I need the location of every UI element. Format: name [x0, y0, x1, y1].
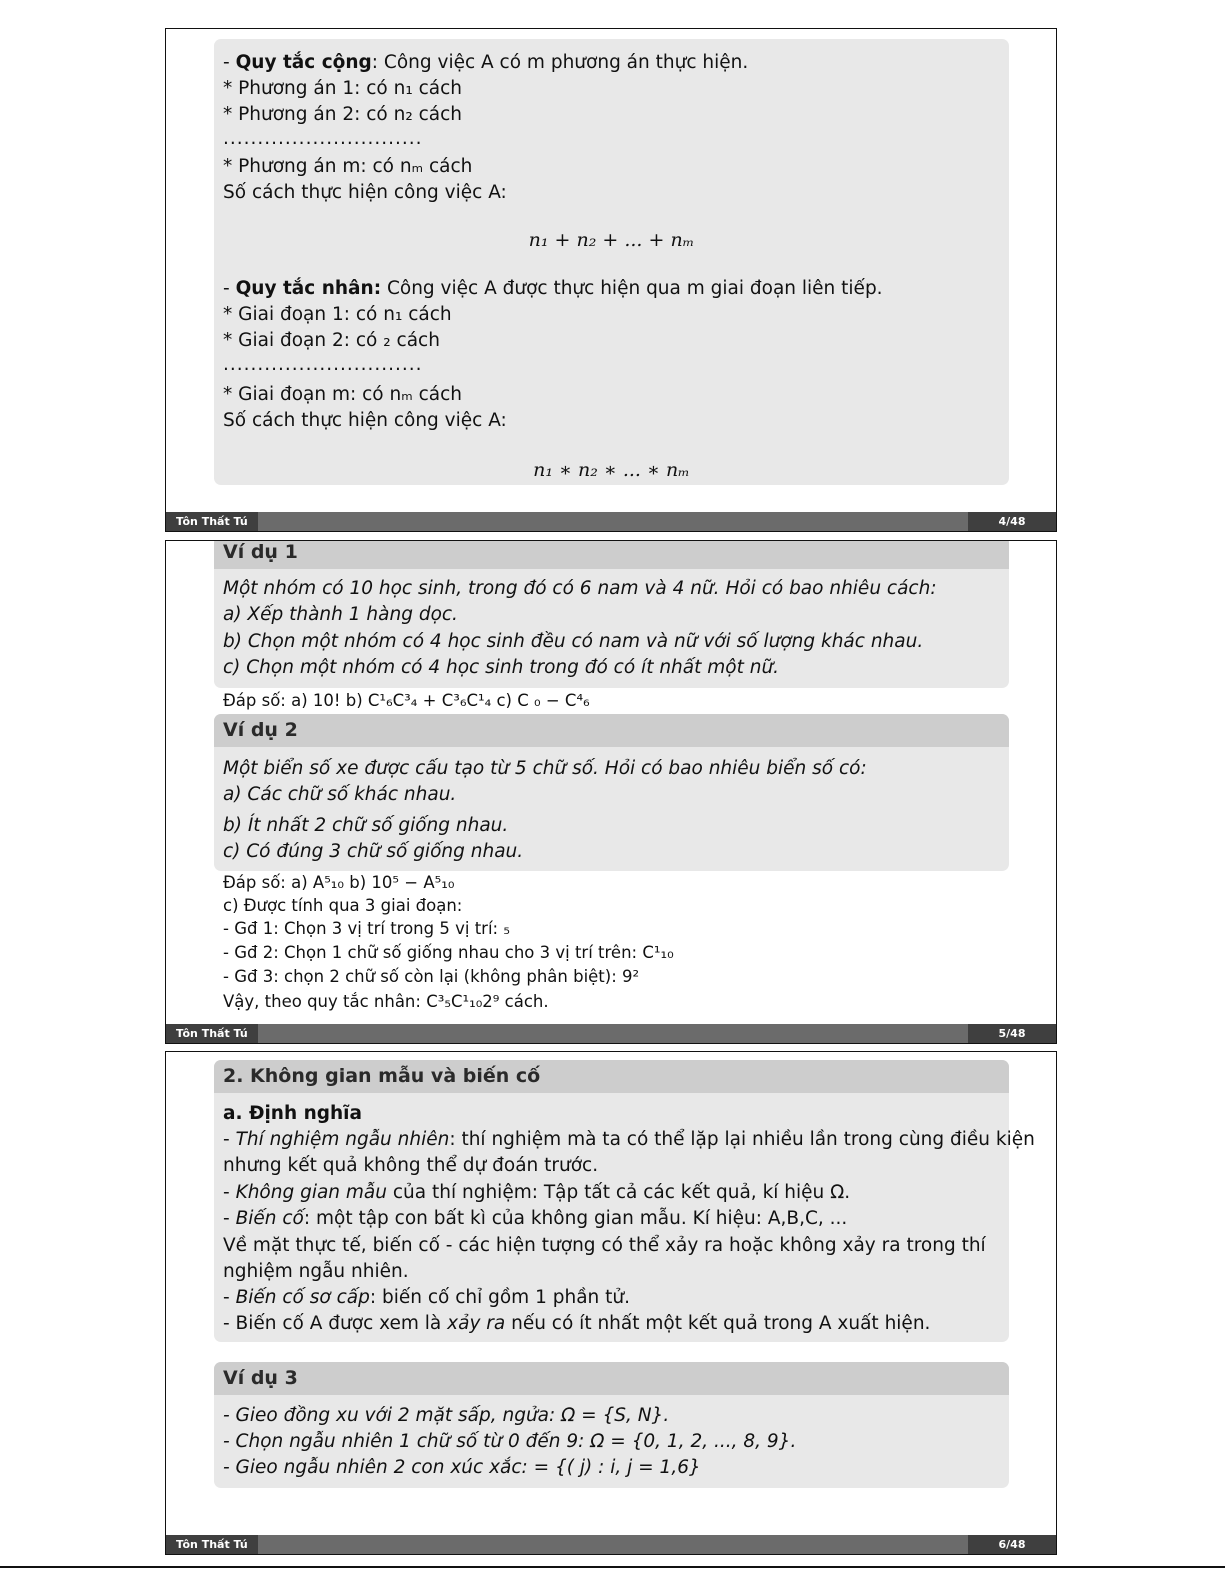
def-event-occurs [223, 1312, 930, 1336]
def-text-2: của thí nghiệm: Tập tất cả các kết quả, kí hiệu Ω. [387, 1182, 851, 1203]
rule-sum-title: - Quy tắc cộng: Công việc A có m phương án thực hiện. [223, 52, 749, 73]
def-text-5: : biến cố chỉ gồm 1 phần tử. [369, 1287, 630, 1308]
def-text-1: : thí nghiệm mà ta có thể lặp lại nhiều lần trong cùng điều kiện [449, 1129, 1035, 1150]
sum-count-label: Số cách thực hiện công việc A: [223, 182, 507, 203]
page-bottom-rule [0, 1566, 1225, 1568]
footer-author: Tôn Thất Tú [166, 1024, 258, 1043]
def-term-1: Thí nghiệm ngẫu nhiên [235, 1129, 450, 1150]
example-1-line-1: Một nhóm có 10 học sinh, trong đó có 6 nam và 4 nữ. Hỏi có bao nhiêu cách: [223, 578, 937, 599]
slide-4 [165, 28, 1057, 532]
example-2-line-2: a) Các chữ số khác nhau. [223, 784, 457, 805]
example-3-title: Ví dụ 3 [214, 1362, 1009, 1395]
def-text-3: : một tập con bất kì của không gian mẫu. Kí hiệu: A,B,C, ... [303, 1208, 848, 1229]
def-event-practical-cont: nghiệm ngẫu nhiên. [223, 1261, 409, 1282]
example-2-line-3: b) Ít nhất 2 chữ số giống nhau. [223, 815, 509, 836]
sum-option-1: * Phương án 1: có n₁ cách [223, 78, 463, 99]
example-1-line-4: c) Chọn một nhóm có 4 học sinh trong đó có ít nhất một nữ. [223, 657, 780, 678]
slide-footer [166, 1535, 1056, 1554]
example-1-answer: Đáp số: a) 10! b) C¹₆C³₄ + C³₆C¹₄ c) C ₀ − C⁴₆ [223, 691, 590, 710]
example-2-answer-1: Đáp số: a) A⁵₁₀ b) 10⁵ − A⁵₁₀ [223, 873, 455, 892]
example-2-answer-6: Vậy, theo quy tắc nhân: C³₅C¹₁₀2⁹ cách. [223, 992, 549, 1011]
product-dots: ............................. [223, 354, 423, 375]
example-3-line-2: - Chọn ngẫu nhiên 1 chữ số từ 0 đến 9: Ω = {0, 1, 2, ..., 8, 9}. [223, 1431, 797, 1452]
rule-product-text: Công việc A được thực hiện qua m giai đoạn liên tiếp. [381, 278, 883, 299]
rule-sum-label: Quy tắc cộng [235, 52, 372, 73]
sum-formula: n₁ + n₂ + ... + nₘ [528, 229, 695, 251]
section-title: 2. Không gian mẫu và biến cố [214, 1060, 1009, 1093]
sum-option-2: * Phương án 2: có n₂ cách [223, 104, 463, 125]
def-random-experiment: - Thí nghiệm ngẫu nhiên: thí nghiệm mà ta có thể lặp lại nhiều lần trong cùng điều kiện [223, 1129, 1035, 1150]
footer-page-number: 6/48 [968, 1535, 1056, 1554]
example-1-line-3: b) Chọn một nhóm có 4 học sinh đều có nam và nữ với số lượng khác nhau. [223, 631, 924, 652]
example-2-answer-2: c) Được tính qua 3 giai đoạn: [223, 896, 463, 915]
rule-product-label: Quy tắc nhân: [235, 278, 382, 299]
footer-page-number: 4/48 [968, 512, 1056, 531]
product-stage-m: * Giai đoạn m: có nₘ cách [223, 384, 463, 405]
sum-option-m: * Phương án m: có nₘ cách [223, 156, 473, 177]
footer-author: Tôn Thất Tú [166, 512, 258, 531]
example-1-line-2: a) Xếp thành 1 hàng dọc. [223, 604, 458, 625]
def-elementary-event: - Biến cố sơ cấp: biến cố chỉ gồm 1 phần tử. [223, 1287, 630, 1308]
example-2-line-1: Một biển số xe được cấu tạo từ 5 chữ số. Hỏi có bao nhiêu biển số có: [223, 758, 867, 779]
rule-sum-text: : Công việc A có m phương án thực hiện. [371, 52, 749, 73]
def-text-6a: - Biến cố A được xem là [223, 1313, 448, 1334]
product-count-label: Số cách thực hiện công việc A: [223, 410, 507, 431]
rule-product-title: - Quy tắc nhân: Công việc A được thực hiện qua m giai đoạn liên tiếp. [223, 278, 883, 299]
def-term-3: Biến cố [235, 1208, 304, 1229]
subsection-title: a. Định nghĩa [223, 1103, 362, 1124]
def-sample-space: - Không gian mẫu của thí nghiệm: Tập tất cả các kết quả, kí hiệu Ω. [223, 1182, 851, 1203]
sum-dots: ............................. [223, 128, 423, 149]
def-term-6: xảy ra [447, 1313, 506, 1334]
example-3-line-3: - Gieo ngẫu nhiên 2 con xúc xắc: = {( j) : i, j = 1,6} [223, 1457, 701, 1478]
example-2-answer-5: - Gđ 3: chọn 2 chữ số còn lại (không phân biệt): 9² [223, 967, 640, 986]
def-term-2: Không gian mẫu [235, 1182, 387, 1203]
example-3-line-1: - Gieo đồng xu với 2 mặt sấp, ngửa: Ω = {S, N}. [223, 1405, 670, 1426]
example-1-title: Ví dụ 1 [214, 540, 1009, 569]
slide-5 [165, 540, 1057, 1044]
slide-footer [166, 512, 1056, 531]
def-text-6b: nếu có ít nhất một kết quả trong A xuất hiện. [505, 1313, 931, 1334]
slide-footer [166, 1024, 1056, 1043]
example-2-line-4: c) Có đúng 3 chữ số giống nhau. [223, 841, 524, 862]
def-term-5: Biến cố sơ cấp [235, 1287, 370, 1308]
product-stage-2: * Giai đoạn 2: có ₂ cách [223, 330, 440, 351]
def-event: - Biến cố: một tập con bất kì của không gian mẫu. Kí hiệu: A,B,C, ... [223, 1208, 848, 1229]
product-stage-1: * Giai đoạn 1: có n₁ cách [223, 304, 452, 325]
footer-page-number: 5/48 [968, 1024, 1056, 1043]
def-event-practical: Về mặt thực tế, biến cố - các hiện tượng có thể xảy ra hoặc không xảy ra trong thí [223, 1235, 986, 1256]
example-2-title: Ví dụ 2 [214, 714, 1009, 747]
footer-author: Tôn Thất Tú [166, 1535, 258, 1554]
def-random-experiment-cont: nhưng kết quả không thể dự đoán trước. [223, 1155, 599, 1176]
slide-6 [165, 1051, 1057, 1555]
product-formula: n₁ ∗ n₂ ∗ ... ∗ nₘ [533, 459, 690, 481]
example-2-answer-3: - Gđ 1: Chọn 3 vị trí trong 5 vị trí: ₅ [223, 919, 510, 938]
example-2-answer-4: - Gđ 2: Chọn 1 chữ số giống nhau cho 3 vị trí trên: C¹₁₀ [223, 943, 674, 962]
